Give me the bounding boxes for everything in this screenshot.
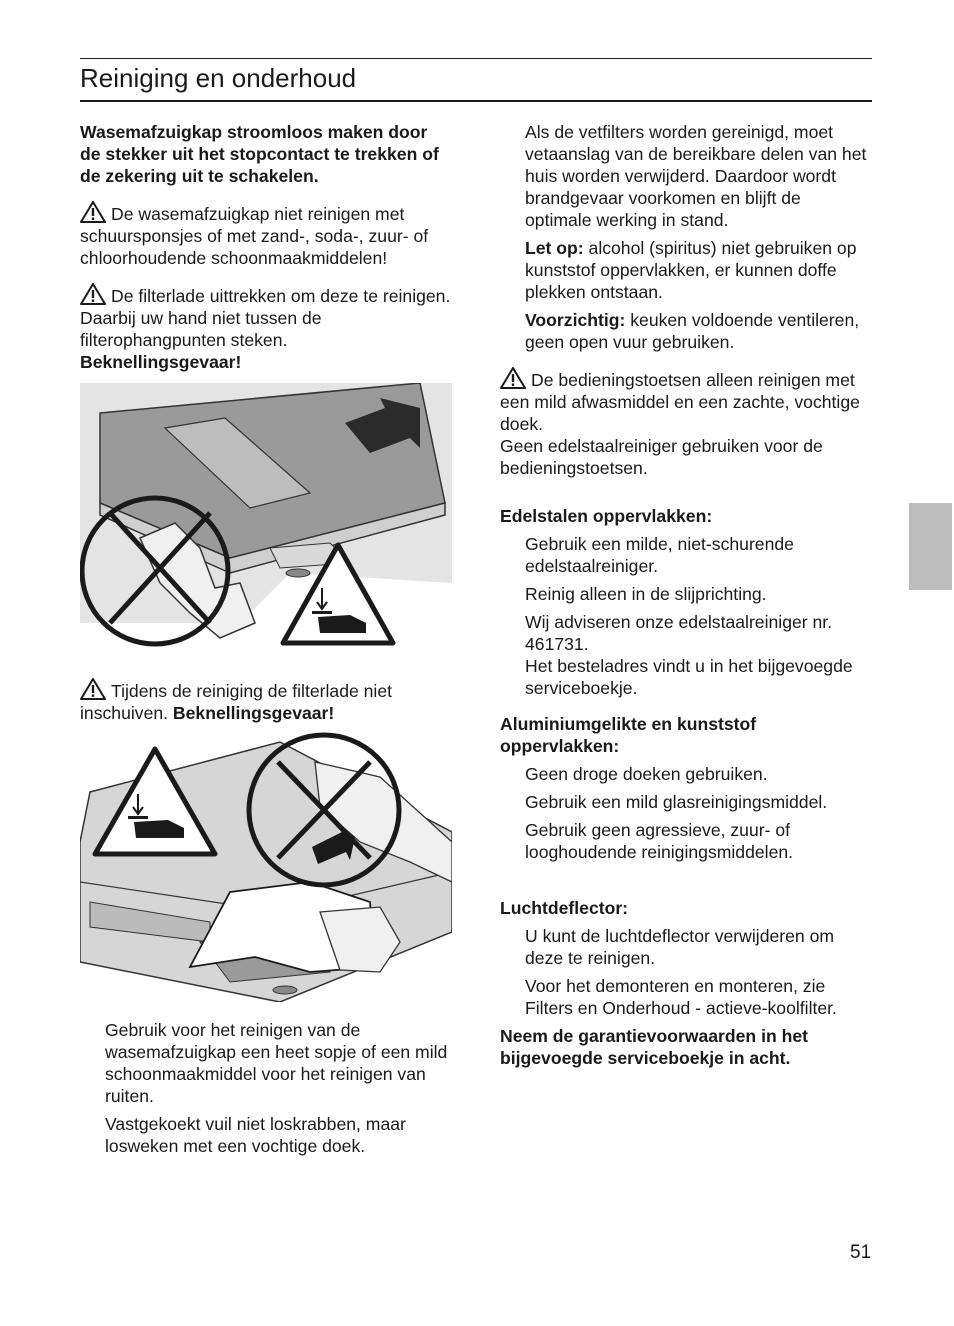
warning-close-drawer-text: Tijdens de reiniging de filterlade niet inschuiven. (80, 681, 393, 723)
warning-control-buttons-text-2: Geen edelstaalreiniger gebruiken voor de bedieningstoetsen. (500, 436, 823, 478)
stainless-item-3: Wij adviseren onze edelstaalreiniger nr. 461731. (525, 612, 833, 654)
left-column-bottom (80, 1019, 452, 1157)
grease-filter-note: Als de vetfilters worden gereinigd, moet vetaanslag van de bereikbare delen van het huis worden verwijderd. Daardoor wordt brandgevaar voorkomen en blijft de optimale werking in stand. (525, 122, 867, 230)
right-column (500, 121, 872, 1069)
stainless-item-1: Gebruik een milde, niet-schurende edelstaalreiniger. (525, 534, 794, 576)
warning-triangle-icon (500, 367, 526, 389)
warning-control-buttons (500, 367, 872, 479)
cleaning-advice: Gebruik voor het reinigen van de wasemafzuigkap een heet sopje of een mild schoonmaakmiddel voor het reinigen van ruiten. (105, 1020, 448, 1106)
stuck-dirt-advice: Vastgekoekt vuil niet loskrabben, maar losweken met een vochtige doek. (105, 1114, 406, 1156)
stainless-item-4: Het besteladres vindt u in het bijgevoegde serviceboekje. (525, 656, 853, 698)
illustration-cleaning-cloth (80, 732, 452, 1002)
warning-triangle-icon (80, 678, 106, 700)
intro-instruction: Wasemafzuigkap stroomloos maken door de stekker uit het stopcontact te trekken of de zekering uit te schakelen. (80, 122, 439, 186)
header-rule-top (80, 58, 872, 59)
warning-abrasives-text: De wasemafzuigkap niet reinigen met schuursponsjes of met zand-, soda-, zuur- of chloorhoudende schoonmaakmiddelen! (80, 204, 429, 268)
warning-pinch-hazard: Beknellingsgevaar! (80, 352, 242, 372)
warning-triangle-icon (80, 201, 106, 223)
section-title-deflector: Luchtdeflector: (500, 898, 629, 918)
illustration-filter-drawer-pull (80, 383, 452, 658)
deflector-item-2: Voor het demonteren en monteren, zie Filters en Onderhoud - actieve-koolfilter. (525, 976, 837, 1018)
header-rule-bottom (80, 100, 872, 102)
page-title: Reiniging en onderhoud (80, 63, 357, 93)
warning-close-drawer (80, 678, 452, 724)
page-number: 51 (850, 1242, 872, 1263)
warning-pinch-hazard-2: Beknellingsgevaar! (172, 703, 335, 723)
section-title-stainless: Edelstalen oppervlakken: (500, 506, 713, 526)
left-column-top (80, 121, 452, 373)
letop-note (500, 237, 872, 303)
voorzichtig-text: keuken voldoende ventileren, geen open vuur gebruiken. (525, 310, 860, 352)
chapter-thumb-tab (909, 503, 952, 590)
warning-do-not-close (80, 678, 452, 724)
aluminium-item-1: Geen droge doeken gebruiken. (525, 764, 768, 784)
voorzichtig-label: Voorzichtig: (525, 310, 626, 330)
stainless-item-2: Reinig alleen in de slijprichting. (525, 584, 767, 604)
letop-text: alcohol (spiritus) niet gebruiken op kunststof oppervlakken, er kunnen doffe plekken ontstaan. (525, 238, 857, 302)
letop-label: Let op: (525, 238, 584, 258)
section-title-aluminium: Aluminiumgelikte en kunststof oppervlakken: (500, 714, 757, 756)
voorzichtig-note (500, 309, 872, 353)
aluminium-item-3: Gebruik geen agressieve, zuur- of looghoudende reinigingsmiddelen. (525, 820, 794, 862)
warning-triangle-icon (80, 283, 106, 305)
aluminium-item-2: Gebruik een mild glasreinigingsmiddel. (525, 792, 828, 812)
warning-filter-drawer-text: De filterlade uittrekken om deze te reinigen. Daarbij uw hand niet tussen de filterophangpunten steken. (80, 286, 451, 350)
warning-abrasives (80, 201, 452, 269)
deflector-item-1: U kunt de luchtdeflector verwijderen om deze te reinigen. (525, 926, 835, 968)
warning-filter-drawer (80, 283, 452, 373)
warranty-note: Neem de garantievoorwaarden in het bijgevoegde serviceboekje in acht. (500, 1026, 808, 1068)
warning-control-buttons-text: De bedieningstoetsen alleen reinigen met een mild afwasmiddel en een zachte, vochtige doek. (500, 370, 860, 434)
